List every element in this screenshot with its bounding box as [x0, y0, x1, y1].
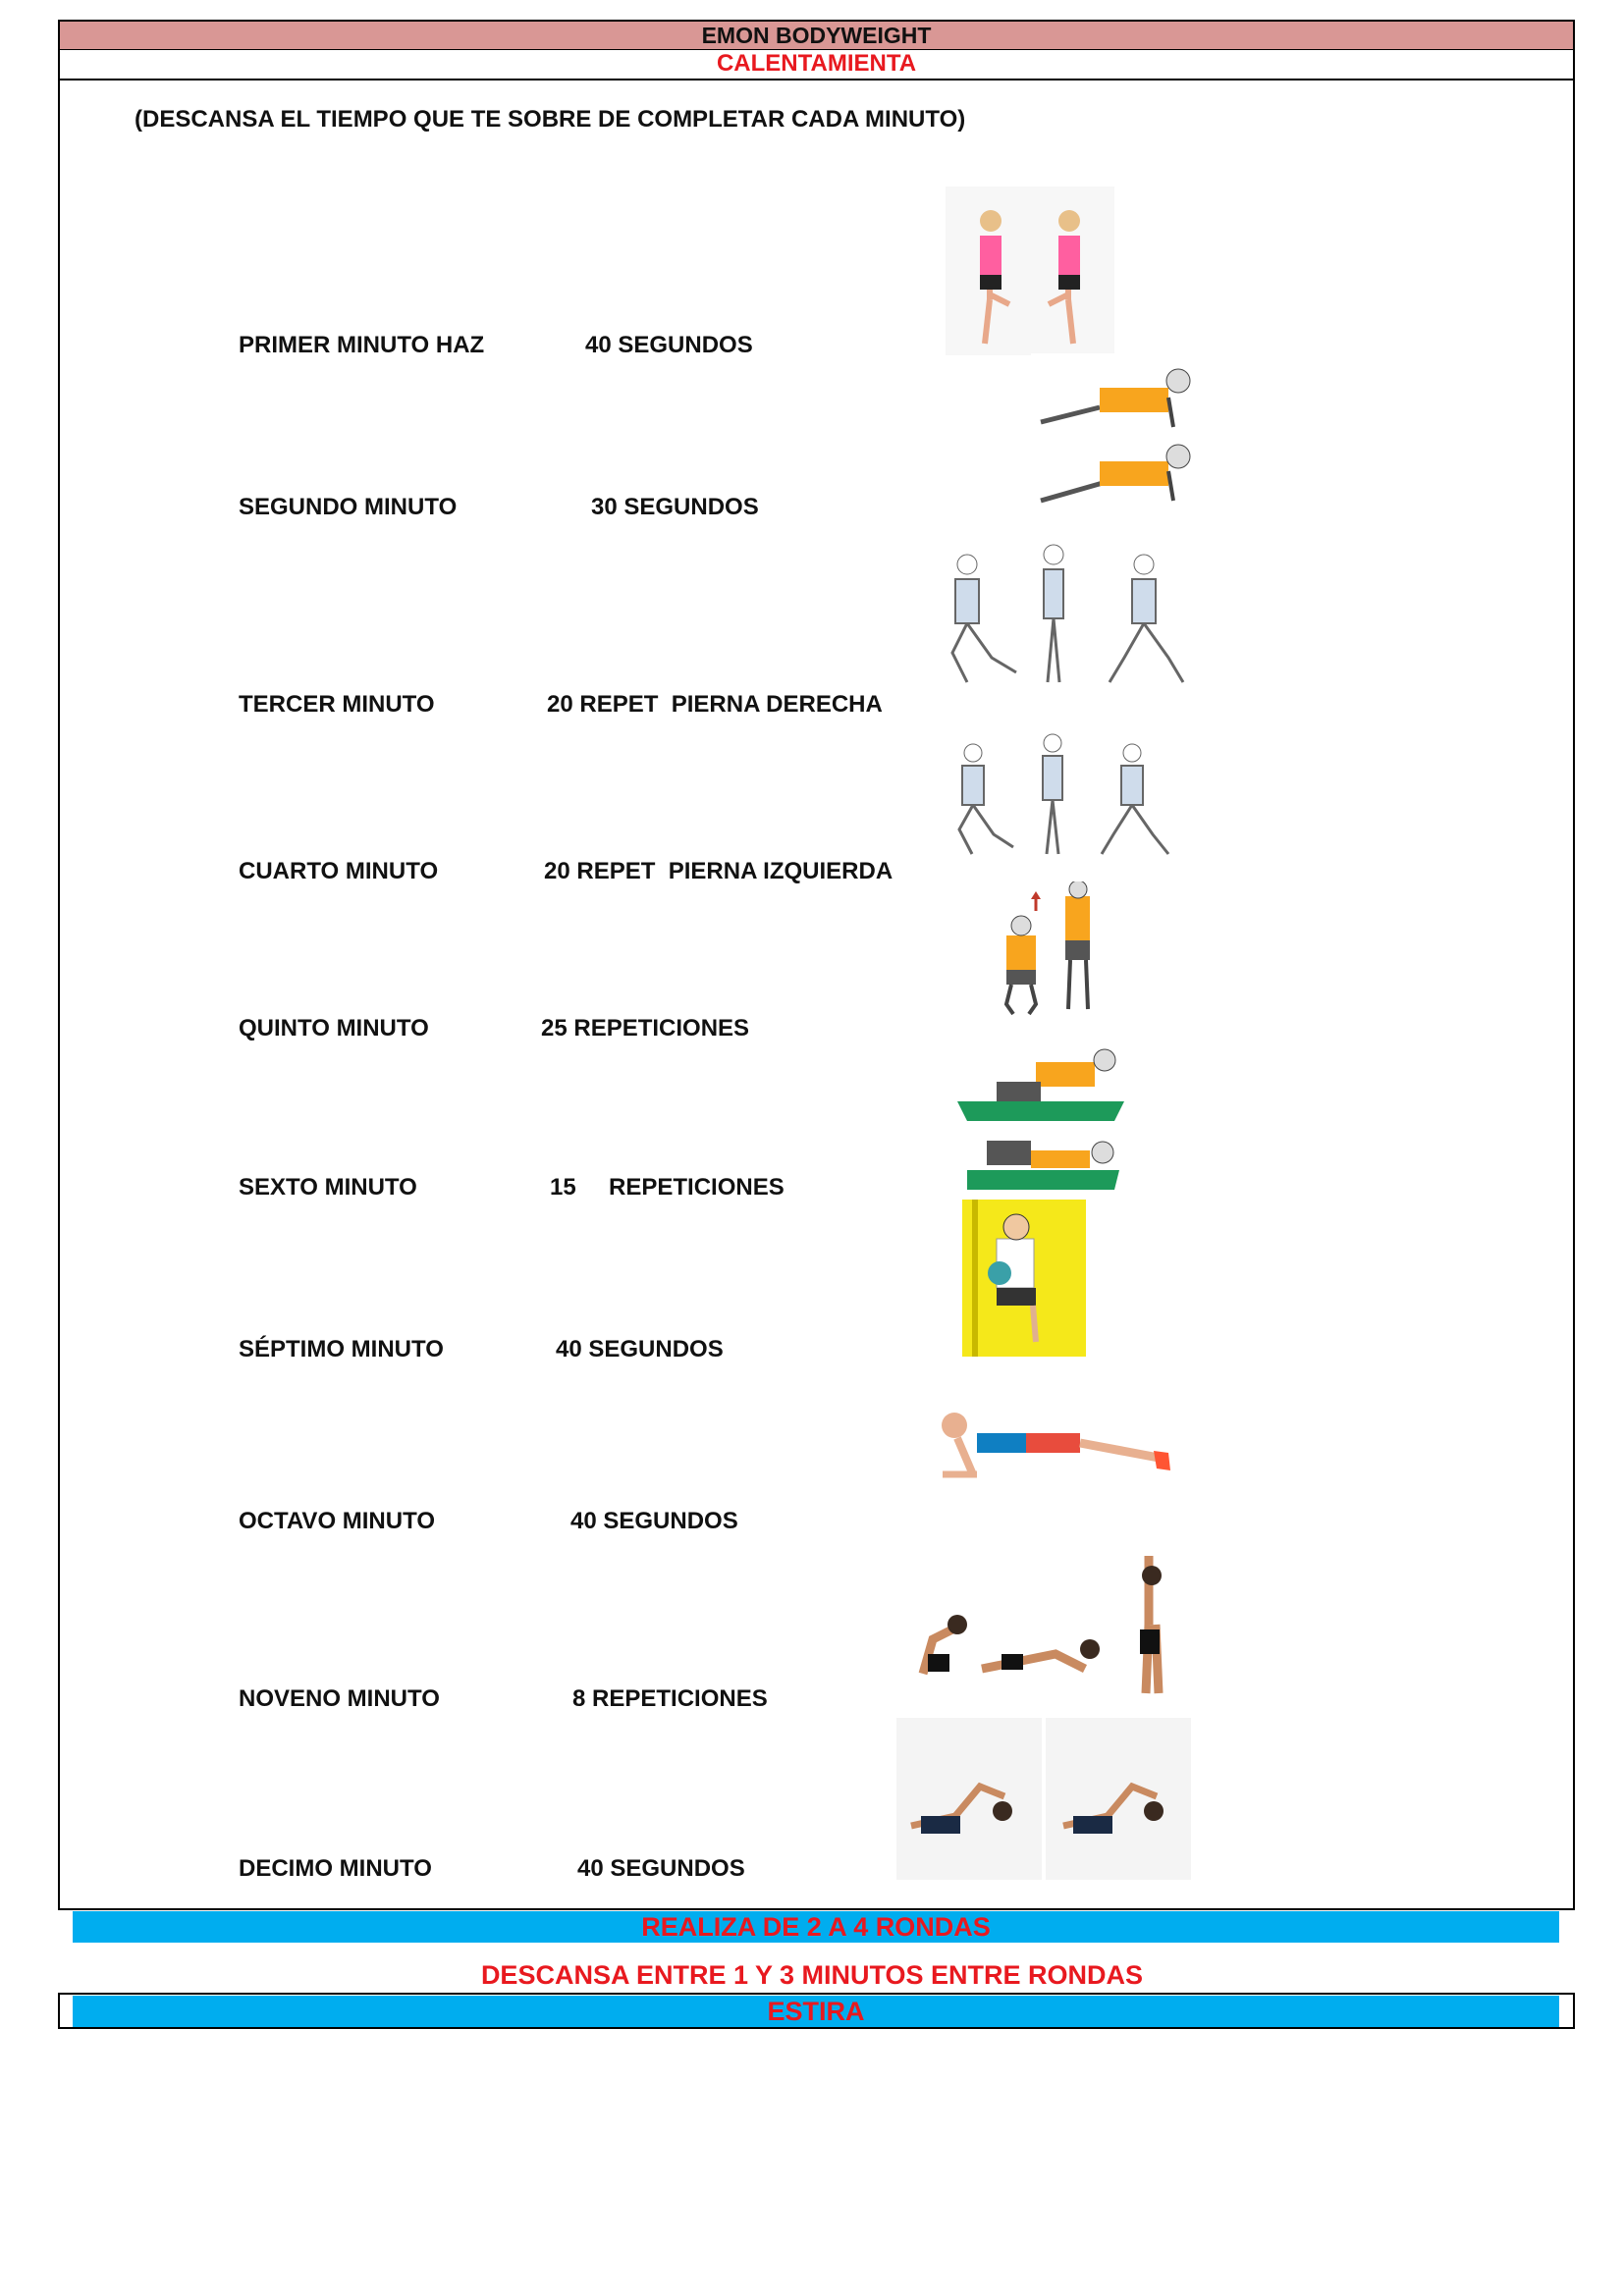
row-label: PRIMER MINUTO HAZ	[239, 332, 485, 358]
row-label: SEGUNDO MINUTO	[239, 494, 458, 520]
stretch-banner: ESTIRA	[73, 1996, 1559, 2027]
row-label: OCTAVO MINUTO	[239, 1508, 435, 1534]
plank-icon	[933, 1404, 1178, 1492]
knee-pushup-icon	[947, 1042, 1126, 1195]
row-detail: 20 REPET PIERNA IZQUIERDA	[544, 858, 893, 884]
row-detail: 40 SEGUNDOS	[585, 332, 753, 358]
row-detail: 15 REPETICIONES	[550, 1174, 785, 1201]
row-detail: 20 REPET PIERNA DERECHA	[547, 691, 883, 718]
rest-note: (DESCANSA EL TIEMPO QUE TE SOBRE DE COMPLETAR CADA MINUTO)	[135, 106, 966, 133]
row-detail: 8 REPETICIONES	[572, 1685, 768, 1712]
lunge-icon	[938, 540, 1193, 697]
row-label: NOVENO MINUTO	[239, 1685, 440, 1712]
squat-jump-icon	[992, 881, 1119, 1019]
row-detail: 40 SEGUNDOS	[577, 1855, 745, 1882]
page-title: EMON BODYWEIGHT	[58, 20, 1575, 51]
row-label: TERCER MINUTO	[239, 691, 435, 718]
mountain-climber-icon	[1031, 353, 1208, 520]
row-label: SEXTO MINUTO	[239, 1174, 417, 1201]
burpee-icon	[898, 1531, 1193, 1708]
high-knees-icon	[946, 187, 1114, 355]
row-label: DECIMO MINUTO	[239, 1855, 432, 1882]
row-label: CUARTO MINUTO	[239, 858, 439, 884]
section-subtitle: CALENTAMIENTA	[58, 50, 1575, 80]
row-detail: 40 SEGUNDOS	[556, 1336, 724, 1362]
lunge-icon	[945, 731, 1180, 864]
rest-between-rounds: DESCANSA ENTRE 1 Y 3 MINUTOS ENTRE RONDAS	[480, 1960, 1144, 1990]
bicycle-crunch-icon	[896, 1718, 1191, 1880]
wall-sit-icon	[962, 1200, 1086, 1357]
row-label: SÉPTIMO MINUTO	[239, 1336, 444, 1362]
row-detail: 25 REPETICIONES	[541, 1015, 750, 1041]
row-detail: 40 SEGUNDOS	[570, 1508, 738, 1534]
row-label: QUINTO MINUTO	[239, 1015, 429, 1041]
rounds-banner: REALIZA DE 2 A 4 RONDAS	[73, 1911, 1559, 1943]
row-detail: 30 SEGUNDOS	[591, 494, 759, 520]
